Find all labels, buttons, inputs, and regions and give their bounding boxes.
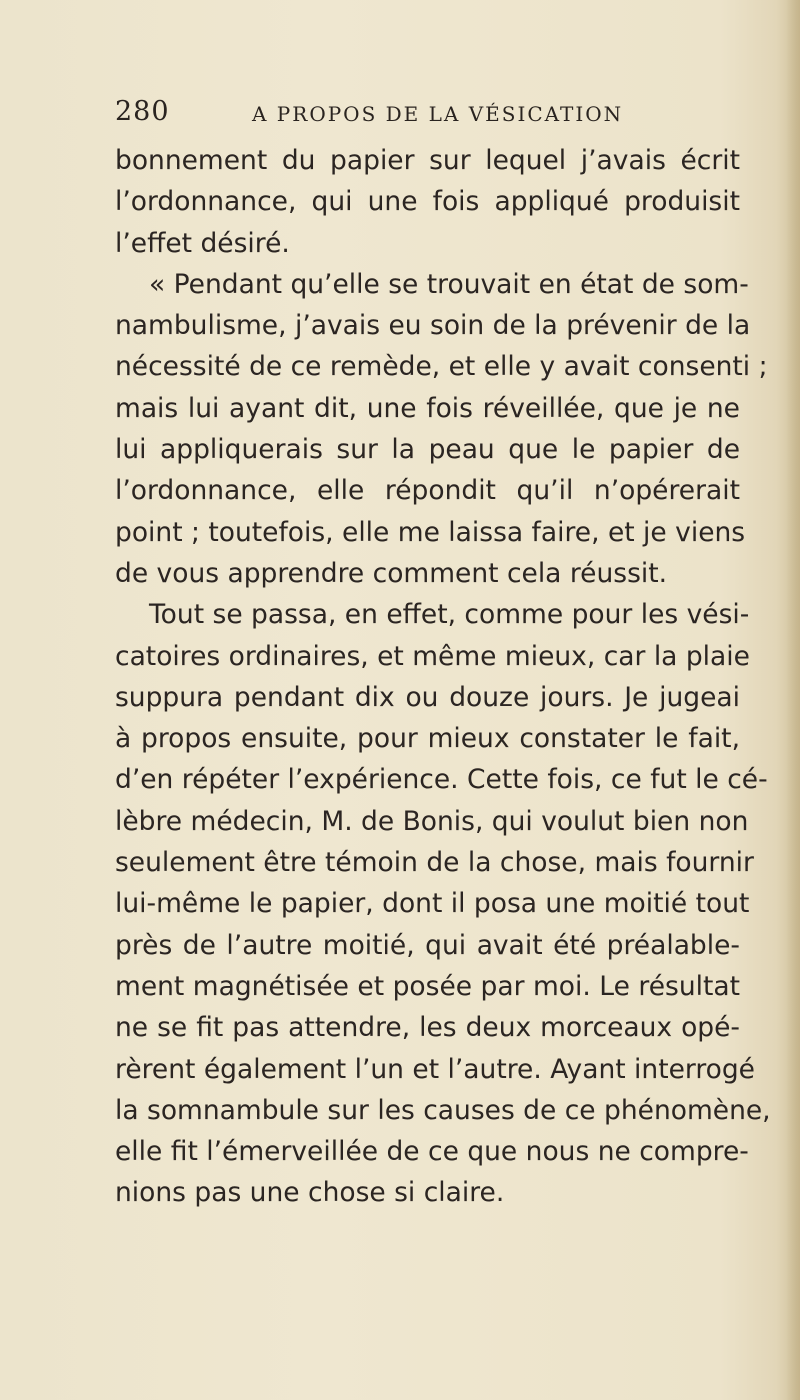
text-line: la somnambule sur les causes de ce phénomène, (115, 1094, 771, 1126)
text-line: Tout se passa, en effet, comme pour les vési- (149, 599, 750, 631)
text-line: catoires ordinaires, et même mieux, car la plaie (115, 640, 750, 672)
text-line: seulement être témoin de la chose, mais fournir (115, 847, 754, 879)
page-header (115, 96, 735, 136)
text-line: l’effet désiré. (115, 227, 290, 259)
text-line: lèbre médecin, M. de Bonis, qui voulut bien non (115, 805, 749, 837)
text-line: rèrent également l’un et l’autre. Ayant interrogé (115, 1053, 755, 1085)
text-line: elle fit l’émerveillée de ce que nous ne compre- (115, 1136, 749, 1168)
text-line: nécessité de ce remède, et elle y avait consenti ; (115, 351, 768, 383)
running-head: A PROPOS DE LA VÉSICATION (252, 102, 624, 126)
text-line: à propos ensuite, pour mieux constater le fait, (115, 723, 740, 755)
text-line: suppura pendant dix ou douze jours. Je jugeai (115, 681, 740, 713)
text-line: lui appliquerais sur la peau que le papier de (115, 434, 740, 466)
text-line: nions pas une chose si claire. (115, 1177, 505, 1209)
text-line: de vous apprendre comment cela réussit. (115, 557, 668, 589)
body-text (115, 140, 771, 1214)
text-line: « Pendant qu’elle se trouvait en état de som- (149, 268, 749, 300)
text-line: lui-même le papier, dont il posa une moitié tout (115, 888, 750, 920)
text-line: mais lui ayant dit, une fois réveillée, que je ne (115, 392, 740, 424)
text-line: ment magnétisée et posée par moi. Le résultat (115, 970, 740, 1002)
page-edge-shadow (786, 0, 800, 1400)
text-line: d’en répéter l’expérience. Cette fois, ce fut le cé- (115, 764, 768, 796)
text-line: l’ordonnance, qui une fois appliqué produisit (115, 186, 740, 218)
text-line: nambulisme, j’avais eu soin de la prévenir de la (115, 310, 751, 342)
text-line: point ; toutefois, elle me laissa faire, et je viens (115, 516, 746, 548)
page-number: 280 (115, 96, 170, 127)
text-line: ne se fit pas attendre, les deux morceaux opé- (115, 1012, 740, 1044)
text-line: l’ordonnance, elle répondit qu’il n’opérerait (115, 475, 740, 507)
text-line: bonnement du papier sur lequel j’avais écrit (115, 145, 740, 176)
text-line: près de l’autre moitié, qui avait été préalable- (115, 929, 740, 961)
